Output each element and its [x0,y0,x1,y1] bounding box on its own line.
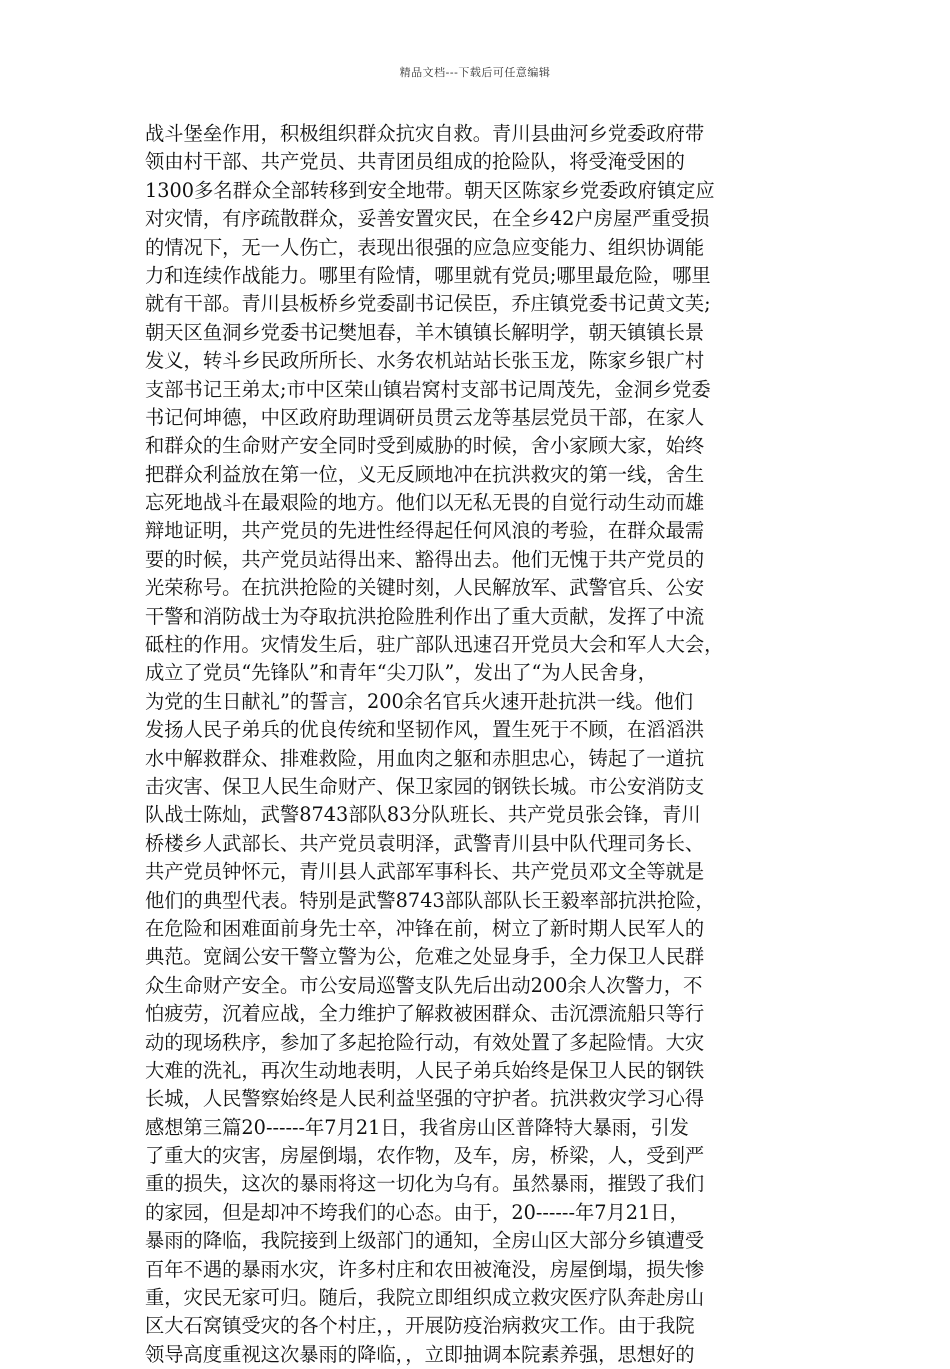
text-line: 在危险和困难面前身先士卒，冲锋在前，树立了新时期人民军人的 [145,916,705,940]
text-line: 就有干部。青川县板桥乡党委副书记侯臣，乔庄镇党委书记黄文芙; [145,292,711,316]
text-line: 暴雨的降临，我院接到上级部门的通知，全房山区大部分乡镇遭受 [145,1229,705,1253]
text-line: 发义，转斗乡民政所所长、水务农机站站长张玉龙，陈家乡银广村 [145,349,705,373]
text-line: 重的损失，这次的暴雨将这一切化为乌有。虽然暴雨，摧毁了我们 [145,1172,705,1196]
text-line: 击灾害、保卫人民生命财产、保卫家园的钢铁长城。市公安消防支 [145,774,705,798]
text-line: 动的现场秩序，参加了多起抢险行动，有效处置了多起险情。大灾 [145,1030,705,1054]
text-line: 力和连续作战能力。哪里有险情，哪里就有党员;哪里最危险，哪里 [145,263,711,287]
text-line: 了重大的灾害，房屋倒塌，农作物，及车，房，桥梁，人，受到严 [145,1144,705,1168]
text-line: 共产党员钟怀元，青川县人武部军事科长、共产党员邓文全等就是 [145,860,705,884]
text-line: 书记何坤德，中区政府助理调研员贯云龙等基层党员干部，在家人 [145,405,705,429]
text-line: 成立了党员“先锋队”和青年“尖刀队”，发出了“为人民舍身， [145,661,658,685]
text-line: 忘死地战斗在最艰险的地方。他们以无私无畏的自觉行动生动而雄 [145,491,705,515]
page-header: 精品文档---下载后可任意编辑 [399,66,551,79]
text-line: 支部书记王弟太;市中区荣山镇岩窝村支部书记周茂先，金洞乡党委 [145,377,711,401]
text-line: 领导高度重视这次暴雨的降临，，立即抽调本院素养强，思想好的 [145,1342,695,1366]
text-line: 辩地证明，共产党员的先进性经得起任何风浪的考验，在群众最需 [145,519,705,543]
text-line: 百年不遇的暴雨水灾，许多村庄和农田被淹没，房屋倒塌，损失惨 [145,1257,705,1281]
text-line: 要的时候，共产党员站得出来、豁得出去。他们无愧于共产党员的 [145,547,705,571]
text-line: 他们的典型代表。特别是武警8743部队部队长王毅率部抗洪抢险， [145,888,715,912]
text-line: 大难的洗礼，再次生动地表明，人民子弟兵始终是保卫人民的钢铁 [145,1058,705,1082]
text-line: 把群众利益放在第一位，义无反顾地冲在抗洪救灾的第一线，舍生 [145,462,705,486]
text-line: 发扬人民子弟兵的优良传统和坚韧作风，置生死于不顾，在滔滔洪 [145,718,705,742]
text-line: 区大石窝镇受灾的各个村庄，，开展防疫治病救灾工作。由于我院 [145,1314,695,1338]
text-line: 光荣称号。在抗洪抢险的关键时刻，人民解放军、武警官兵、公安 [145,576,705,600]
text-line: 领由村干部、共产党员、共青团员组成的抢险队，将受淹受困的 [145,150,685,174]
text-line: 长城，人民警察始终是人民利益坚强的守护者。抗洪救灾学习心得 [145,1087,705,1111]
text-line: 感想第三篇20------年7月21日，我省房山区普降特大暴雨，引发 [145,1115,689,1139]
text-line: 队战士陈灿，武警8743部队83分队班长、共产党员张会锋，青川 [145,803,701,827]
text-line: 典范。宽阔公安干警立警为公，危难之处显身手，全力保卫人民群 [145,945,705,969]
text-line: 桥楼乡人武部长、共产党员袁明泽，武警青川县中队代理司务长、 [145,831,705,855]
text-line: 众生命财产安全。市公安局巡警支队先后出动200余人次警力，不 [145,973,703,997]
text-line: 的情况下，无一人伤亡，表现出很强的应急应变能力、组织协调能 [145,235,705,259]
text-line: 水中解救群众、排难救险，用血肉之躯和赤胆忠心，铸起了一道抗 [145,746,705,770]
text-line: 战斗堡垒作用，积极组织群众抗灾自救。青川县曲河乡党委政府带 [145,122,705,145]
text-line: 1300多名群众全部转移到安全地带。朝天区陈家乡党委政府镇定应 [145,178,715,202]
text-line: 干警和消防战士为夺取抗洪抢险胜利作出了重大贡献，发挥了中流 [145,604,705,628]
text-line: 对灾情，有序疏散群众，妥善安置灾民，在全乡42户房屋严重受损 [145,207,710,231]
text-line: 和群众的生命财产安全同时受到威胁的时候，舍小家顾大家，始终 [145,434,705,458]
text-line: 的家园，但是却冲不垮我们的心态。由于，20------年7月21日， [145,1200,689,1224]
text-line: 为党的生日献礼”的誓言，200余名官兵火速开赴抗洪一线。他们 [145,689,693,713]
document-body [145,120,815,1369]
text-line: 怕疲劳，沉着应战，全力维护了解救被困群众、击沉漂流船只等行 [145,1002,705,1026]
text-line: 重，灾民无家可归。随后，我院立即组织成立救灾医疗队奔赴房山 [145,1286,705,1310]
text-line: 砥柱的作用。灾情发生后，驻广部队迅速召开党员大会和军人大会， [145,633,724,657]
text-line: 朝天区鱼洞乡党委书记樊旭春，羊木镇镇长解明学，朝天镇镇长景 [145,320,705,344]
